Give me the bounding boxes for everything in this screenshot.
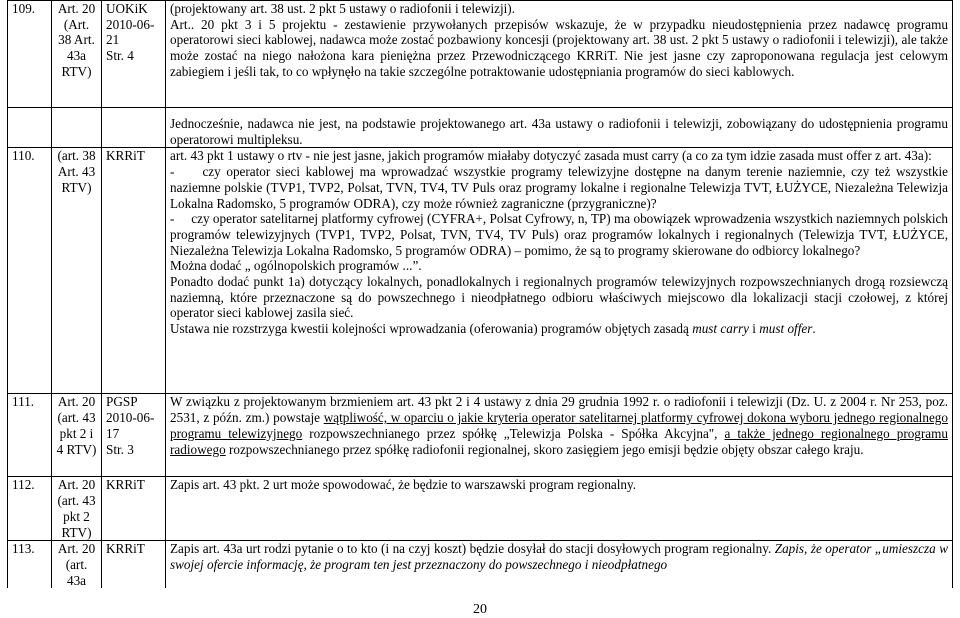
- organization-cell: [102, 148, 166, 394]
- comment-paragraph: W związku z projektowanym brzmieniem art. 43 pkt 2 i 4 ustawy z dnia 29 grudnia 1992 r. o radiofonii i telewizji (Dz. U. z 2004 r. Nr 253, poz. 2531, z późn. zm.) powstaje wątpliwość, w oparciu o jakie kryteria operator satelitarnej platformy cyfrowej dokona wyboru jednego regionalnego programu telewizyjnego rozpowszechnianego przez spółkę „Telewizja Polska - Spółka Akcyjna", a także jednego regionalnego programu radiowego rozpowszechnianego przez spółkę radiofonii regionalnej, skoro zasięgiem jego emisji będzie objęty obszar całego kraju.: [170, 394, 948, 457]
- comment-paragraph: Zapis art. 43 pkt. 2 urt może spowodować, że będzie to warszawski program regionalny.: [170, 477, 637, 493]
- comment-text: [166, 1, 953, 108]
- comment-text: [166, 148, 953, 394]
- row-number: 109.: [8, 1, 52, 108]
- term-must-carry: must carry: [692, 321, 749, 337]
- comment-text: [166, 477, 953, 541]
- row-number: 111.: [8, 394, 52, 477]
- comments-table: [7, 0, 953, 588]
- article-reference: [52, 108, 102, 148]
- underlined-phrase: wątpliwość, w oparciu o jakie kryteria operator satelitarnej platformy cyfrowej dokona wyboru jednego regionalnego programu telewizyjnego: [170, 410, 948, 441]
- comment-text: [166, 394, 953, 477]
- table-row: [8, 148, 953, 394]
- article-reference: Art. 20 (art. 43 pkt 2 i 4 RTV): [52, 394, 102, 477]
- organization-cell: [102, 1, 166, 108]
- comment-paragraph: - czy operator sieci kablowej ma wprowadzać wszystkie programy telewizyjne dostępne na danym terenie naziemnie, czy też wszystkie naziemne polskie (TVP1, TVP2, Polsat, TVN, TV4, TV Puls oraz programy lokalne i regionalne Telewizja TVT, ŁUŻYCE, Niezależna Telewizja Lokalna Radomsko, 5 programów ODRA), czy może również zagraniczne (przygraniczne)?: [170, 164, 948, 211]
- page-number: 20: [473, 602, 487, 617]
- table-row: [8, 477, 953, 541]
- comment-paragraph: Ponadto dodać punkt 1a) dotyczący lokalnych, ponadlokalnych i regionalnych programów telewizyjnych rozpowszechnianych drogą rozsiewczą naziemną, które przeznaczone są do powszechnego i nieodpłatnego odbioru właściwych miejscowo dla lokalizacji stacji czołowej, z której operator sieci kablowej zasila sieć.: [170, 274, 948, 321]
- table-row: [8, 108, 953, 148]
- organization-name: KRRiT: [106, 148, 145, 164]
- underlined-phrase: a także jednego regionalnego programu radiowego: [170, 425, 948, 457]
- comment-paragraph: - czy operator satelitarnej platformy cyfrowej (CYFRA+, Polsat Cyfrowy, n, TP) ma obowiązek wprowadzenia wszystkich naziemnych polskich programów telewizyjnych (TVP1, TVP2, Polsat, TVN, TV4, TV Puls) oraz programów lokalnych i regionalnych (Telewizja TVT, ŁUŻYCE, Niezależna Telewizja Lokalna Radomsko, 5 programów ODRA) – pomimo, że są to programy skierowane do odbiorcy lokalnego?: [170, 211, 948, 258]
- comment-paragraph: Można dodać „ ogólnopolskich programów ...”.: [170, 258, 422, 274]
- row-number: 110.: [8, 148, 52, 394]
- organization-name: KRRiT: [106, 541, 145, 557]
- comment-paragraph: Art.. 20 pkt 3 i 5 projektu - zestawienie przywołanych przepisów wskazuje, że w przypadku nieudostępnienia przez nadawcę programu operatorowi sieci kablowej, nadawca może zostać pozbawiony koncesji (projektowany art. 38 ust. 2 pkt 5 ustawy o radiofonii i telewizji), ale także może zostać na niego nałożona kara pieniężna przez Przewodniczącego KRRiT. Nie jest jasne czy zaproponowana regulacja jest celowym zabiegiem i jeśli tak, to co wpłynęło na takie szczególne potraktowanie udostępniania programów do sieci kablowych.: [170, 16, 948, 79]
- table-row: [8, 541, 953, 589]
- article-reference: Art. 20 (art. 43a: [52, 541, 102, 589]
- organization-cell: [102, 394, 166, 477]
- row-number: 113.: [8, 541, 52, 589]
- article-reference: Art. 20 (art. 43 pkt 2 RTV): [52, 477, 102, 541]
- comment-paragraph: art. 43 pkt 1 ustawy o rtv - nie jest jasne, jakich programów miałaby dotyczyć zasada must carry (a co za tym idzie zasada must offer z art. 43a):: [170, 148, 932, 164]
- comment-text: [166, 108, 953, 148]
- term-must-offer: must offer: [759, 321, 813, 337]
- table-row: [8, 1, 953, 108]
- organization-name: KRRiT: [106, 477, 145, 493]
- table-row: [8, 394, 953, 477]
- organization-cell: [102, 541, 166, 589]
- row-number: [8, 108, 52, 148]
- row-number: 112.: [8, 477, 52, 541]
- italic-quote: Zapis, że operator „umieszcza w swojej ofercie informację, że program ten jest przeznaczony do powszechnego i nieodpłatnego: [170, 541, 948, 572]
- comment-first-line: (projektowany art. 38 ust. 2 pkt 5 ustawy o radiofonii i telewizji).: [170, 1, 515, 16]
- page-reference: Str. 3: [106, 441, 134, 457]
- comment-paragraph: Zapis art. 43a urt rodzi pytanie o to kto (i na czyj koszt) będzie dosyłał do stacji dosyłowych program regionalny. Zapis, że operator „umieszcza w swojej ofercie informację, że program ten jest przeznaczony do powszechnego i nieodpłatnego: [170, 541, 948, 572]
- article-reference: Art. 20 (Art. 38 Art. 43a RTV): [52, 1, 102, 108]
- article-reference: (art. 38 Art. 43 RTV): [52, 148, 102, 394]
- submission-date: 2010-06-17: [106, 410, 155, 441]
- submission-date: 2010-06-21: [106, 16, 155, 48]
- organization-name: UOKiK: [106, 1, 148, 16]
- organization-cell: [102, 108, 166, 148]
- comment-paragraph: Ustawa nie rozstrzyga kwestii kolejności wprowadzania (oferowania) programów objętych zasadą must carry i must offer.: [170, 321, 816, 337]
- comment-text: [166, 541, 953, 589]
- organization-name: PGSP: [106, 394, 138, 410]
- comment-paragraph: Jednocześnie, nadawca nie jest, na podstawie projektowanego art. 43a ustawy o radiofonii i telewizji, zobowiązany do udostępnienia programu operatorowi multipleksu.: [170, 116, 948, 147]
- organization-cell: [102, 477, 166, 541]
- page-reference: Str. 4: [106, 48, 134, 64]
